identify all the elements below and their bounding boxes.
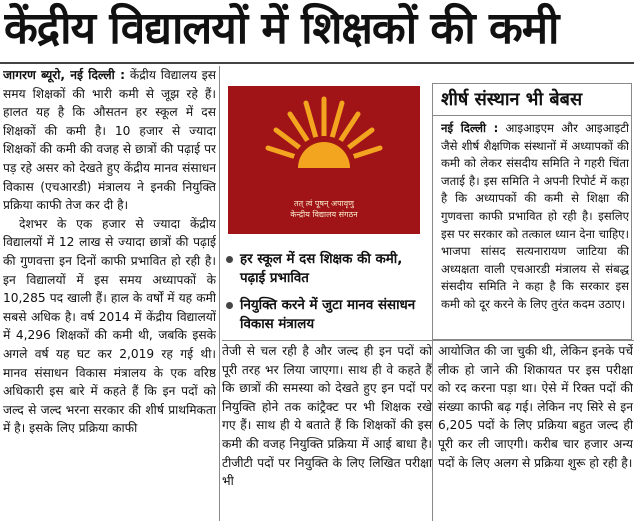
article-para-2	[3, 215, 216, 438]
headline: केंद्रीय विद्यालयों में शिक्षकों की कमी	[4, 3, 559, 54]
column-divider	[432, 340, 433, 521]
logo-motto: तत् त्वं पूषन् अपावृणु	[294, 199, 354, 208]
column-divider	[219, 66, 220, 521]
sidebar-dateline: नई दिल्ली :	[441, 121, 499, 135]
sidebar-para	[441, 120, 629, 314]
sidebar-title: शीर्ष संस्थान भी बेबस	[433, 84, 631, 116]
sidebar-box	[432, 83, 632, 340]
logo-caption	[228, 198, 420, 220]
bullet-icon	[226, 302, 233, 309]
sidebar-text: आइआइएम और आइआइटी जैसे शीर्ष शैक्षणिक संस्थानों में अध्यापकों की कमी को लेकर संसदीय समिति ने गहरी चिंता जताई है। इस समिति ने अपनी रिपोर्ट में कहा है कि अध्यापकों की कमी से शिक्षा की गुणवत्ता काफी प्रभावित हो रही है। इसलिए इस पर सरकार को तत्काल ध्यान देना चाहिए। भाजपा सांसद सत्यनारायण जाटिया की अध्यक्षता वाली एचआरडी मंत्रालय से संबद्ध संसदीय समिति ने कहा है कि सरकार इस कमी को दूर करने के लिए तुरंत कदम उठाए।	[441, 121, 629, 311]
highlights-list	[226, 250, 426, 342]
highlight-text: नियुक्ति करने में जुटा मानव संसाधन विकास मंत्रालय	[240, 298, 416, 332]
dateline: जागरण ब्यूरो, नई दिल्ली :	[3, 68, 125, 82]
section-rule	[222, 340, 634, 341]
para-1-text: केंद्रीय विद्यालय इस समय शिक्षकों की भारी कमी से जूझ रहे हैं। हालत यह है कि औसतन हर स्कूल में दस शिक्षकों की कमी है। 10 हजार से ज्यादा शिक्षकों की कमी की वजह से छात्रों की पढ़ाई पर पड़ रहे असर को देखते हुए केंद्रीय मानव संसाधन विकास (एचआरडी) मंत्रालय ने इनकी नियुक्ति प्रक्रिया काफी तेज कर दी है।	[3, 68, 216, 213]
highlight-item	[226, 250, 426, 288]
top-rule	[0, 62, 634, 64]
article-column-3	[438, 342, 633, 521]
article-para-1	[3, 66, 216, 215]
article-column-1	[3, 66, 216, 521]
highlight-text: हर स्कूल में दस शिक्षक की कमी, पढ़ाई प्रभावित	[240, 252, 403, 286]
logo-org-name: केन्द्रीय विद्यालय संगठन	[290, 210, 358, 219]
bullet-icon	[226, 256, 233, 263]
para-2-text: देशभर के एक हजार से ज्यादा केंद्रीय विद्यालयों में 12 लाख से ज्यादा छात्रों की पढ़ाई की गुणवत्ता इन दिनों काफी प्रभावित हो रही है। इन विद्यालयों में इस समय अध्यापकों के 10,285 पद खाली हैं। हाल के वर्षों में यह कमी सबसे अधिक है। वर्ष 2014 में केंद्रीय विद्यालयों में 4,296 शिक्षकों की कमी थी, जबकि इसके अगले वर्ष यह घट कर 2,019 रह गई थी। मानव संसाधन विकास मंत्रालय के एक वरिष्ठ अधिकारी इस बारे में कहते हैं कि इन पदों को जल्द से जल्द भरना सरकार की शीर्ष प्राथमिकता में है। इसके लिए प्रक्रिया काफी	[3, 216, 216, 436]
sidebar-body	[441, 120, 629, 338]
kvs-logo-image	[228, 86, 420, 234]
col2-text: तेजी से चल रही है और जल्द ही इन पदों को पूरी तरह भर लिया जाएगा। साथ ही वे कहते हैं कि छात्रों की समस्या को देखते हुए इन पदों पर नियुक्ति होने तक कांट्रैक्ट पर भी शिक्षक रखे गए हैं। साथ ही ये बताते हैं कि शिक्षकों की इस कमी की वजह नियुक्ति प्रक्रिया में आई बाधा है। टीजीटी पदों पर नियुक्ति के लिए लिखित परीक्षा भी	[222, 344, 432, 489]
article-column-2	[222, 342, 432, 521]
col3-text: आयोजित की जा चुकी थी, लेकिन इनके पर्चे लीक हो जाने की शिकायत पर इस परीक्षा को रद करना पड़ा था। ऐसे में रिक्त पदों की संख्या काफी बढ़ गई। लेकिन नए सिरे से इन 6,205 पदों के लिए प्रक्रिया बहुत जल्द ही पूरी कर ली जाएगी। करीब चार हजार अन्य पदों के लिए अलग से प्रक्रिया शुरू हो रही है।	[438, 344, 633, 470]
highlight-item	[226, 296, 426, 334]
